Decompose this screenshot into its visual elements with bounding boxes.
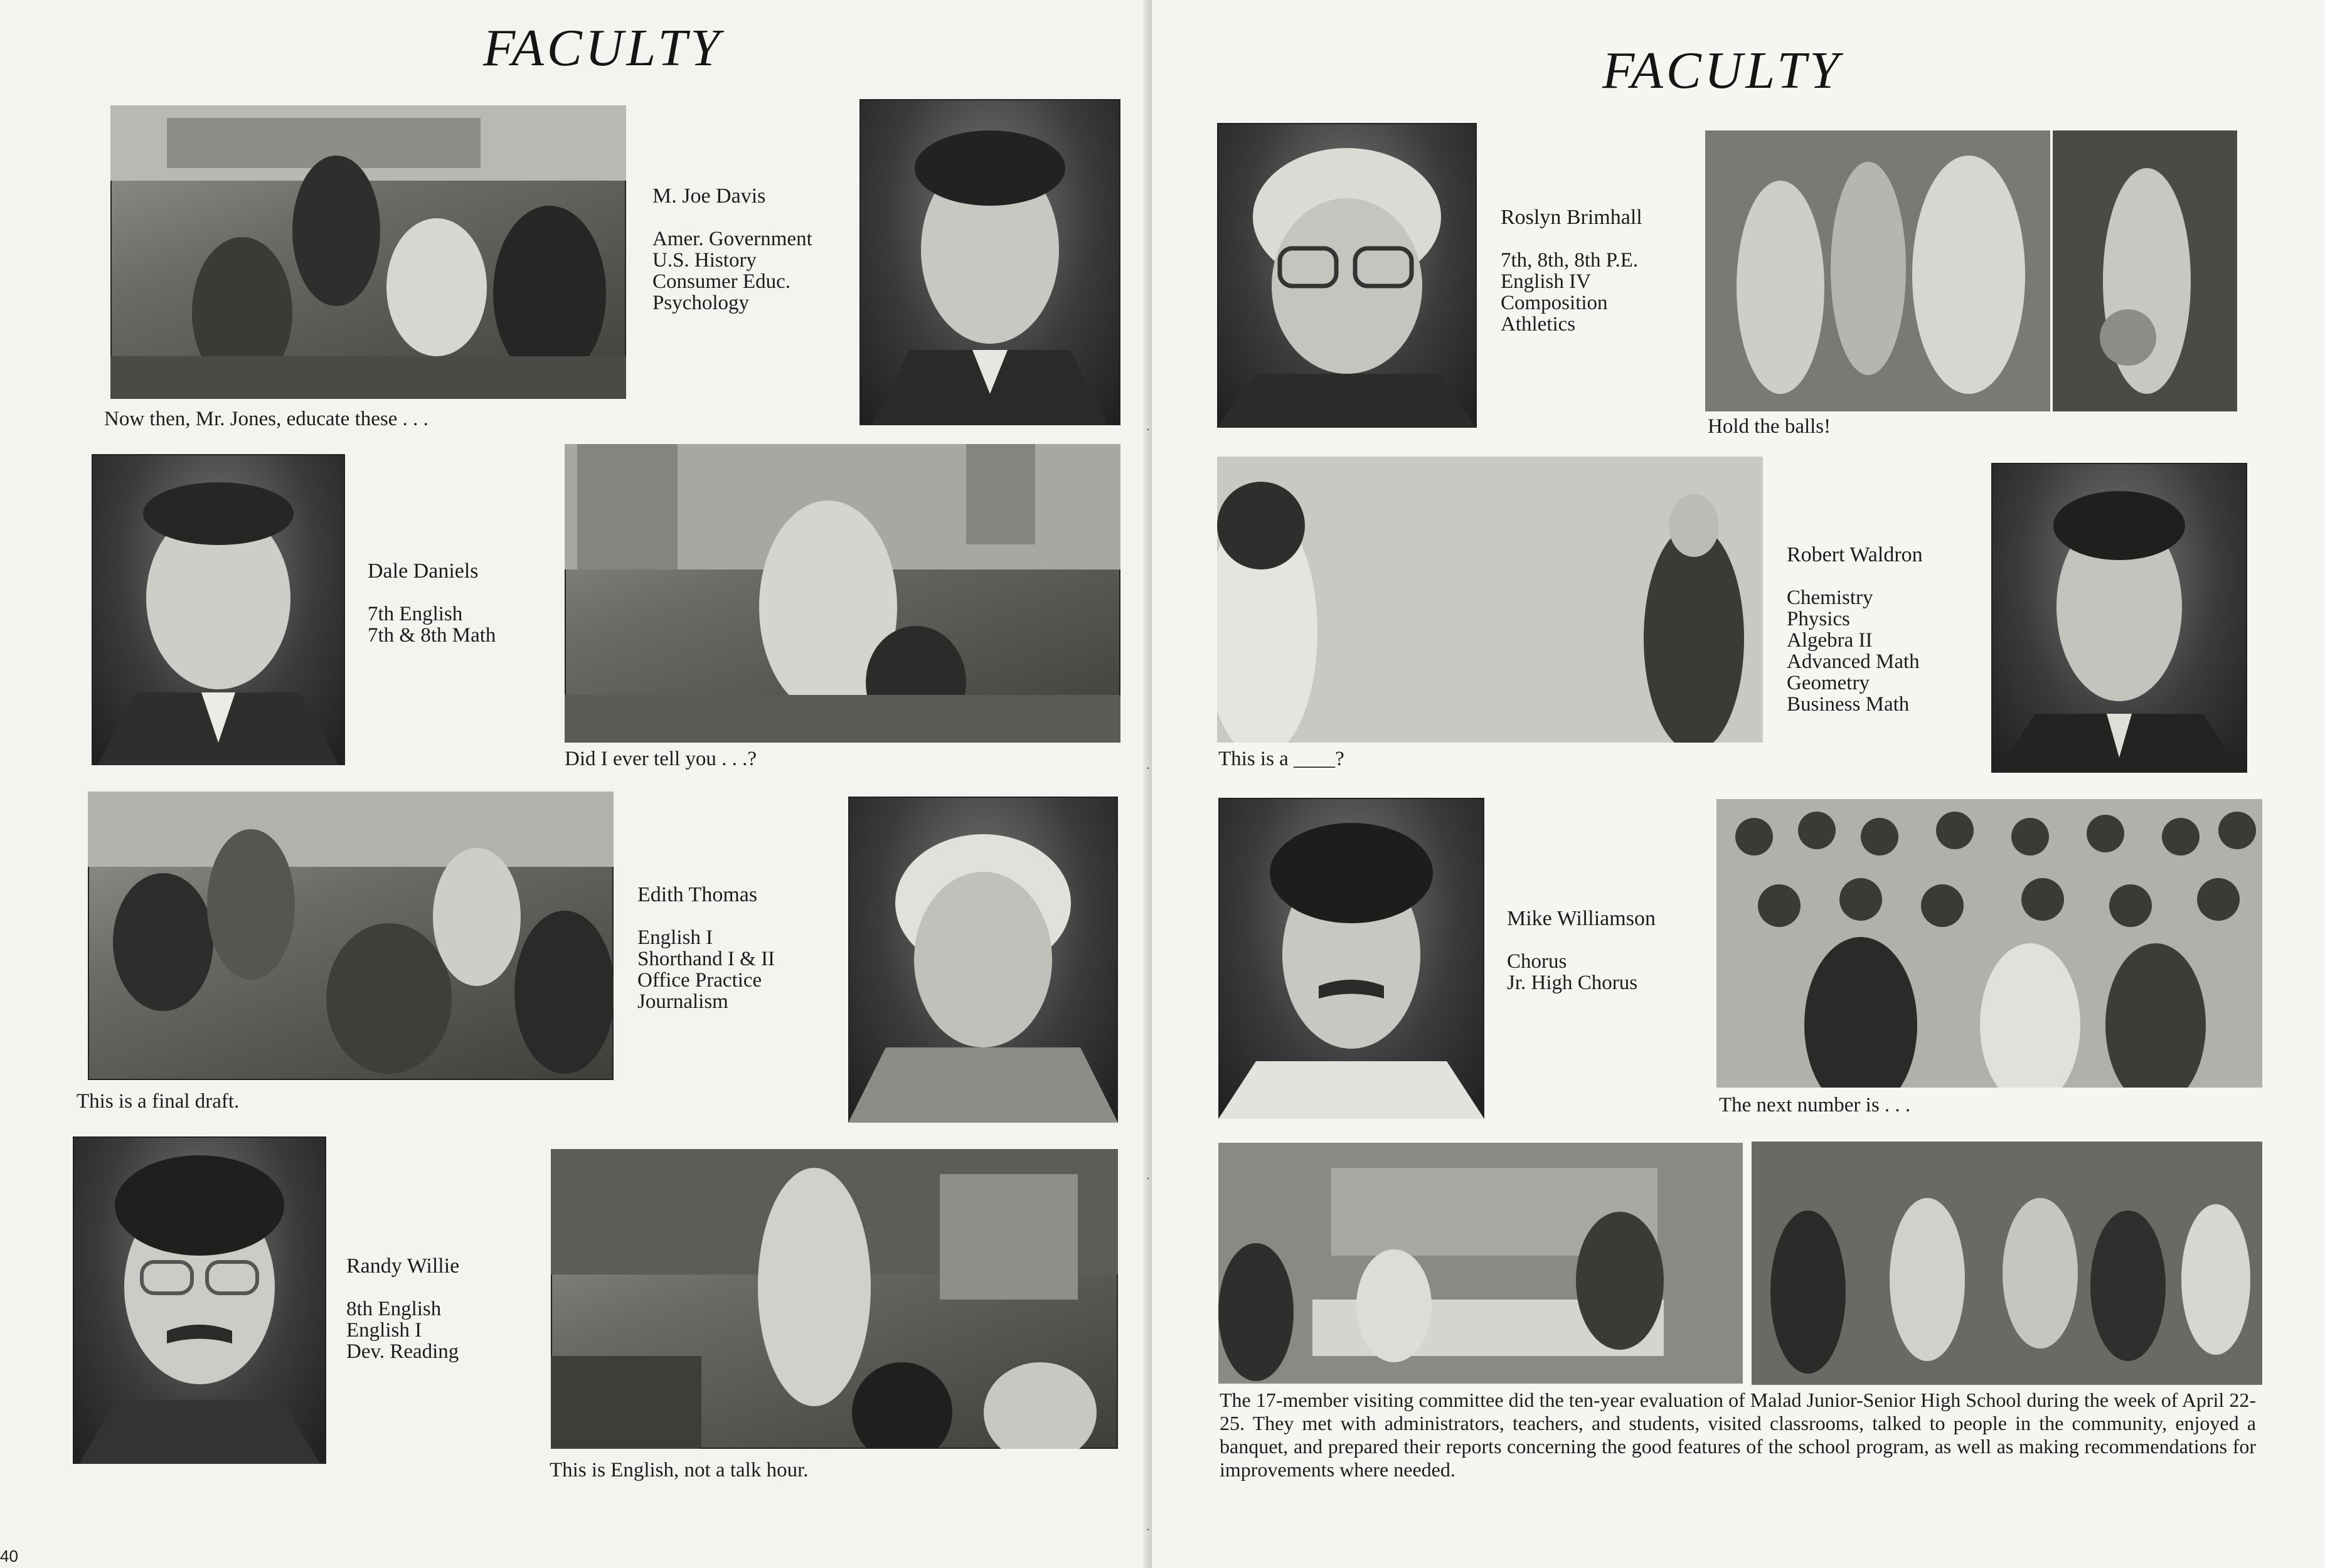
faculty-name: M. Joe Davis	[652, 184, 766, 208]
caption-thomas: This is a final draft.	[77, 1090, 240, 1113]
course: English I	[346, 1319, 422, 1342]
info-daniels	[368, 561, 496, 646]
right-page	[1152, 0, 2325, 1568]
faculty-name: Edith Thomas	[637, 883, 758, 906]
course: Business Math	[1787, 693, 1910, 716]
info-williamson	[1507, 908, 1656, 993]
course: Composition	[1501, 292, 1608, 314]
staple-mark: ·	[1146, 421, 1151, 437]
committee-photo-2	[1752, 1142, 2262, 1385]
caption-daniels: Did I ever tell you . . .?	[565, 748, 757, 770]
caption-davis: Now then, Mr. Jones, educate these . . .	[104, 408, 428, 430]
course: Physics	[1787, 608, 1850, 630]
course: Dev. Reading	[346, 1340, 459, 1363]
left-page	[0, 0, 1152, 1568]
chorus-photo	[1716, 799, 2262, 1088]
caption-willie: This is English, not a talk hour.	[550, 1459, 809, 1481]
info-willie	[346, 1256, 459, 1362]
course: 8th English	[346, 1298, 442, 1320]
faculty-name: Roslyn Brimhall	[1501, 206, 1642, 229]
portrait-waldron	[1991, 463, 2247, 773]
course: Shorthand I & II	[637, 948, 775, 970]
portrait-thomas	[848, 797, 1118, 1123]
course: Office Practice	[637, 969, 762, 992]
course: Geometry	[1787, 672, 1870, 694]
portrait-williamson	[1218, 798, 1484, 1119]
info-brimhall	[1501, 207, 1642, 335]
course: Amer. Government	[652, 228, 812, 250]
course: Chemistry	[1787, 586, 1873, 609]
course: 7th, 8th, 8th P.E.	[1501, 249, 1639, 272]
course: English IV	[1501, 270, 1591, 293]
portrait-brimhall	[1217, 123, 1477, 428]
course: Athletics	[1501, 313, 1576, 336]
gym-photo	[1705, 130, 2050, 411]
course: English I	[637, 926, 713, 949]
course: 7th English	[368, 603, 463, 625]
course: Journalism	[637, 990, 728, 1013]
chalkboard-photo	[1217, 457, 1763, 743]
course: Algebra II	[1787, 629, 1873, 652]
english-class-photo	[551, 1149, 1118, 1449]
committee-photo-1	[1218, 1143, 1743, 1384]
committee-paragraph: The 17-member visiting committee did the ten-year evaluation of Malad Junior-Senior High School during the week of April 22-25. They met with administrators, teachers, and students, visited classrooms, talked to people in the community, enjoyed a banquet, and prepared their reports concerning the good features of the school program, as well as making recommendations for improvements where needed.	[1220, 1389, 2256, 1481]
portrait-davis	[859, 99, 1120, 425]
caption-williamson: The next number is . . .	[1719, 1094, 1911, 1116]
caption-waldron: This is a ____?	[1218, 748, 1344, 770]
portrait-daniels	[92, 454, 345, 765]
course: Jr. High Chorus	[1507, 972, 1638, 994]
faculty-name: Mike Williamson	[1507, 907, 1656, 930]
classroom-photo	[110, 105, 626, 399]
faculty-name: Dale Daniels	[368, 559, 479, 583]
course: Chorus	[1507, 950, 1567, 973]
course: Advanced Math	[1787, 650, 1920, 673]
info-davis	[652, 186, 812, 314]
portrait-willie	[73, 1136, 326, 1464]
caption-brimhall: Hold the balls!	[1708, 415, 1831, 438]
page-number: 40	[0, 1547, 18, 1565]
basketball-photo	[2053, 130, 2237, 411]
right-page-title: FACULTY	[1602, 41, 1842, 100]
typing-class-photo	[88, 792, 614, 1080]
staple-mark: ·	[1146, 1522, 1151, 1537]
info-waldron	[1787, 544, 1923, 715]
course: Psychology	[652, 292, 750, 314]
staple-mark: ·	[1146, 1170, 1151, 1186]
course: 7th & 8th Math	[368, 624, 496, 647]
info-thomas	[637, 884, 775, 1012]
course: U.S. History	[652, 249, 757, 272]
course: Consumer Educ.	[652, 270, 790, 293]
tutoring-photo	[565, 444, 1120, 743]
faculty-name: Robert Waldron	[1787, 543, 1923, 566]
left-page-title: FACULTY	[483, 19, 723, 77]
faculty-name: Randy Willie	[346, 1254, 460, 1278]
staple-mark: ·	[1146, 760, 1151, 776]
